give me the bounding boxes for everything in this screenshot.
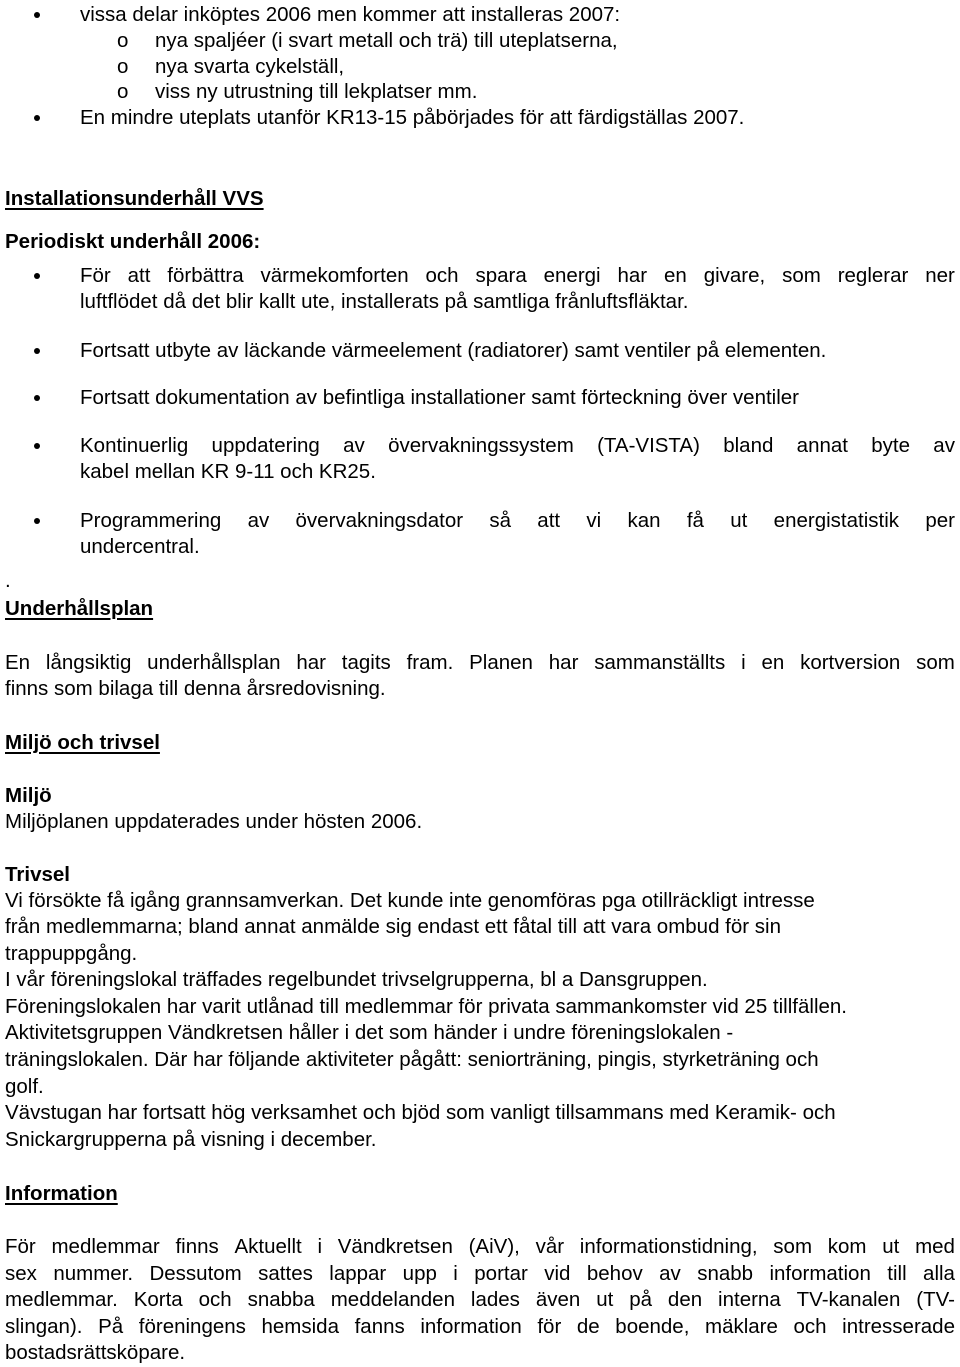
word: nummer.: [53, 1262, 134, 1285]
information-line-2: [5, 1262, 955, 1286]
word: lades: [470, 1288, 520, 1311]
word: hemsida: [261, 1315, 339, 1338]
bullet-icon: [34, 12, 40, 18]
word: har: [617, 264, 648, 287]
sub-list-item: nya svarta cykelställ,: [155, 55, 345, 78]
vvs-bullet-4-line-2: kabel mellan KR 9-11 och KR25.: [80, 460, 376, 483]
word: En: [5, 651, 31, 674]
word: i: [317, 1235, 323, 1258]
word: Dessutom: [149, 1262, 242, 1285]
word: reglerar: [837, 264, 909, 287]
word: givare,: [703, 264, 766, 287]
word: även: [535, 1288, 581, 1311]
plan-line-2: finns som bilaga till denna årsredovisning.: [5, 677, 386, 700]
word: snabba: [247, 1288, 315, 1311]
word: och: [425, 264, 459, 287]
bullet-icon: [34, 115, 40, 121]
vvs-bullet-1-line-1: [80, 264, 955, 288]
sub-bullet-marker: o: [117, 55, 129, 78]
word: interna: [718, 1288, 781, 1311]
word: Vändkretsen: [337, 1235, 453, 1258]
bullet-icon: [34, 518, 40, 524]
stray-dot: .: [5, 569, 11, 592]
word: information: [420, 1315, 522, 1338]
word: portar: [474, 1262, 528, 1285]
word: Korta: [133, 1288, 183, 1311]
word: tagits: [341, 651, 391, 674]
word: lappar: [329, 1262, 387, 1285]
word: som: [782, 264, 821, 287]
wellbeing-line: Aktivitetsgruppen Vändkretsen håller i det som händer i undre föreningslokalen -: [5, 1021, 734, 1044]
word: få: [686, 509, 704, 532]
word: Aktuellt: [234, 1235, 302, 1258]
word: vi: [586, 509, 602, 532]
word: boende,: [615, 1315, 690, 1338]
vvs-bullet-4-line-1: [80, 434, 955, 458]
word: På: [98, 1315, 124, 1338]
word: ner: [925, 264, 955, 287]
word: av: [343, 434, 365, 457]
word: en: [761, 651, 785, 674]
word: sammanställts: [594, 651, 726, 674]
word: underhållsplan: [147, 651, 281, 674]
information-line-4: [5, 1315, 955, 1339]
word: av: [247, 509, 270, 532]
word: så: [489, 509, 511, 532]
word: och: [793, 1315, 827, 1338]
word: medlemmar: [51, 1235, 160, 1258]
word: energi: [543, 264, 601, 287]
word: till: [887, 1262, 907, 1285]
word: sattes: [258, 1262, 313, 1285]
word: ut: [596, 1288, 614, 1311]
word: energistatistik: [773, 509, 900, 532]
word: upp: [402, 1262, 437, 1285]
word: (AiV),: [468, 1235, 520, 1258]
word: informationstidning,: [579, 1235, 758, 1258]
word: intresserade: [842, 1315, 955, 1338]
wellbeing-line: Föreningslokalen har varit utlånad till medlemmar för privata sammankomster vid 25 tillfällen.: [5, 995, 847, 1018]
environment-text: Miljöplanen uppdaterades under hösten 2006.: [5, 810, 423, 833]
list-item: En mindre uteplats utanför KR13-15 påbörjades för att färdigställas 2007.: [80, 106, 745, 129]
word: (TV-: [916, 1288, 955, 1311]
word: slingan).: [5, 1315, 83, 1338]
word: Kontinuerlig: [80, 434, 189, 457]
word: i: [453, 1262, 458, 1285]
section-heading-vvs: Installationsunderhåll VVS: [5, 187, 264, 210]
information-line-5: bostadsrättsköpare.: [5, 1341, 186, 1364]
wellbeing-line: trappuppgång.: [5, 942, 138, 965]
section-heading-maintenance-plan: Underhållsplan: [5, 597, 154, 620]
sub-list-item: nya spaljéer (i svart metall och trä) till uteplatserna,: [155, 29, 618, 52]
word: en: [664, 264, 687, 287]
word: förbättra: [167, 264, 244, 287]
subheading-periodic-maintenance: Periodiskt underhåll 2006:: [5, 230, 261, 253]
section-heading-environment-wellbeing: Miljö och trivsel: [5, 731, 160, 754]
word: snabb: [697, 1262, 754, 1285]
information-line-3: [5, 1288, 955, 1312]
word: som: [916, 651, 955, 674]
word: av: [933, 434, 955, 457]
word: föreningens: [138, 1315, 246, 1338]
word: har: [296, 651, 326, 674]
word: ut: [730, 509, 748, 532]
wellbeing-line: från medlemmarna; bland annat anmälde sig endast ett fåtal till att vara ombud för sin: [5, 915, 782, 938]
sub-list-item: viss ny utrustning till lekplatser mm.: [155, 80, 478, 103]
word: mäklare: [705, 1315, 778, 1338]
word: den: [667, 1288, 703, 1311]
word: finns: [175, 1235, 219, 1258]
word: kan: [627, 509, 661, 532]
list-item: vissa delar inköptes 2006 men kommer att installeras 2007:: [80, 3, 621, 26]
word: i: [741, 651, 746, 674]
wellbeing-line: golf.: [5, 1075, 44, 1098]
word: långsiktig: [45, 651, 132, 674]
word: att: [127, 264, 151, 287]
bullet-icon: [34, 443, 40, 449]
word: uppdatering: [211, 434, 320, 457]
word: TV-kanalen: [796, 1288, 901, 1311]
word: har: [548, 651, 579, 674]
word: kom: [827, 1235, 867, 1258]
word: För: [80, 264, 111, 287]
word: för: [537, 1315, 562, 1338]
word: meddelanden: [330, 1288, 455, 1311]
word: vår: [535, 1235, 565, 1258]
vvs-bullet-3: Fortsatt dokumentation av befintliga installationer samt förteckning över ventiler: [80, 386, 800, 409]
word: sex: [5, 1262, 37, 1285]
section-heading-information: Information: [5, 1182, 118, 1205]
word: information: [769, 1262, 871, 1285]
word: alla: [923, 1262, 955, 1285]
word: på: [629, 1288, 653, 1311]
sub-bullet-marker: o: [117, 29, 129, 52]
vvs-bullet-1-line-2: luftflödet då det blir kallt ute, installerats på samtliga frånluftsfläktar.: [80, 290, 689, 313]
wellbeing-line: I vår föreningslokal träffades regelbundet trivselgrupperna, bl a Dansgruppen.: [5, 968, 708, 991]
word: behov: [586, 1262, 643, 1285]
word: övervakningsdator: [295, 509, 464, 532]
vvs-bullet-5-line-1: [80, 509, 955, 533]
word: annat: [796, 434, 848, 457]
word: bland: [723, 434, 774, 457]
wellbeing-line: Vävstugan har fortsatt hög verksamhet och bjöd som vanligt tillsammans med Keramik- och: [5, 1101, 836, 1124]
word: spara: [475, 264, 527, 287]
information-line-1: [5, 1235, 955, 1259]
wellbeing-line: Vi försökte få igång grannsamverkan. Det kunde inte genomföras pga otillräckligt intresse: [5, 889, 815, 912]
word: per: [925, 509, 955, 532]
bullet-icon: [34, 395, 40, 401]
word: som: [773, 1235, 813, 1258]
word: fanns: [354, 1315, 405, 1338]
word: medlemmar.: [5, 1288, 118, 1311]
wellbeing-line: Snickargrupperna på visning i december.: [5, 1128, 377, 1151]
bullet-icon: [34, 273, 40, 279]
word: kortversion: [800, 651, 901, 674]
word: ut: [882, 1235, 900, 1258]
word: vid: [544, 1262, 571, 1285]
plan-line-1: [5, 651, 955, 675]
vvs-bullet-5-line-2: undercentral.: [80, 535, 200, 558]
word: av: [659, 1262, 681, 1285]
word: övervakningssystem: [388, 434, 574, 457]
word: För: [5, 1235, 36, 1258]
word: värmekomforten: [260, 264, 409, 287]
word: att: [537, 509, 561, 532]
word: fram.: [406, 651, 454, 674]
subheading-wellbeing: Trivsel: [5, 863, 70, 886]
word: Programmering: [80, 509, 222, 532]
sub-bullet-marker: o: [117, 80, 129, 103]
word: (TA-VISTA): [597, 434, 700, 457]
word: byte: [871, 434, 911, 457]
word: med: [915, 1235, 955, 1258]
word: Planen: [469, 651, 533, 674]
bullet-icon: [34, 348, 40, 354]
word: och: [198, 1288, 232, 1311]
vvs-bullet-2: Fortsatt utbyte av läckande värmeelement (radiatorer) samt ventiler på elementen.: [80, 339, 827, 362]
wellbeing-line: träningslokalen. Där har följande aktiviteter pågått: seniorträning, pingis, styrketräning och: [5, 1048, 819, 1071]
word: de: [576, 1315, 600, 1338]
subheading-environment: Miljö: [5, 784, 52, 807]
